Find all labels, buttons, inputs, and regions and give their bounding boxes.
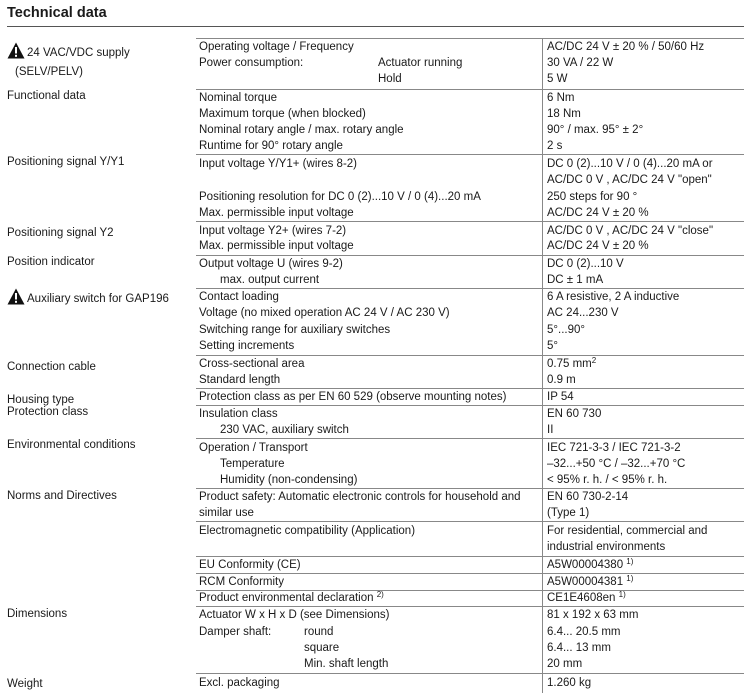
spec-label: Nominal rotary angle / max. rotary angle <box>199 124 404 136</box>
footnote-ref: 1) <box>618 590 626 599</box>
spec-sublabel: round <box>304 626 334 638</box>
category-functional: Functional data <box>7 90 86 102</box>
category-environmental: Environmental conditions <box>7 439 136 451</box>
spec-value: 6.4... 13 mm <box>547 642 611 654</box>
section-rule <box>196 355 744 356</box>
superscript: 2 <box>591 356 597 365</box>
spec-value: IP 54 <box>547 391 574 403</box>
spec-value: AC/DC 24 V ± 20 % <box>547 240 649 252</box>
section-rule <box>196 89 744 90</box>
spec-label: similar use <box>199 507 254 519</box>
spec-value: 5 W <box>547 73 568 85</box>
spec-value: 0.9 m <box>547 374 576 386</box>
value-text: 0.75 mm <box>547 358 592 370</box>
spec-label: Voltage (no mixed operation AC 24 V / AC 230 V) <box>199 307 450 319</box>
spec-value: industrial environments <box>547 541 666 553</box>
spec-value <box>547 575 633 590</box>
section-rule <box>196 388 744 389</box>
spec-value: AC/DC 24 V ± 20 % <box>547 207 649 219</box>
spec-label: Electromagnetic compatibility (Application) <box>199 525 416 537</box>
row-rule <box>196 556 744 557</box>
category-aux-switch <box>7 288 169 307</box>
spec-value: EN 60 730 <box>547 408 602 420</box>
value-text: A5W00004380 <box>547 559 624 571</box>
spec-value: For residential, commercial and <box>547 525 708 537</box>
spec-sublabel: Min. shaft length <box>304 658 389 670</box>
section-rule <box>196 288 744 289</box>
category-norms: Norms and Directives <box>7 490 117 502</box>
category-protection-class: Protection class <box>7 406 89 418</box>
spec-label: Nominal torque <box>199 92 277 104</box>
category-positioning-y2: Positioning signal Y2 <box>7 227 114 239</box>
spec-label: Switching range for auxiliary switches <box>199 324 391 336</box>
spec-label: max. output current <box>220 274 320 286</box>
section-rule <box>196 38 744 39</box>
spec-label: 230 VAC, auxiliary switch <box>220 424 349 436</box>
spec-value: DC 0 (2)...10 V / 0 (4)...20 mA or <box>547 158 713 170</box>
spec-label: Product safety: Automatic electronic controls for household and <box>199 491 521 503</box>
spec-value: –32...+50 °C / –32...+70 °C <box>547 458 686 470</box>
spec-value: AC 24...230 V <box>547 307 619 319</box>
spec-value: DC ± 1 mA <box>547 274 604 286</box>
category-positioning-y1: Positioning signal Y/Y1 <box>7 156 125 168</box>
category-supply <box>7 42 130 61</box>
spec-value: 90° / max. 95° ± 2° <box>547 124 644 136</box>
spec-value: 6.4... 20.5 mm <box>547 626 621 638</box>
title-rule <box>7 26 744 27</box>
spec-value: IEC 721-3-3 / IEC 721-3-2 <box>547 442 681 454</box>
section-rule <box>196 606 744 607</box>
section-rule <box>196 154 744 155</box>
category-position-indicator: Position indicator <box>7 256 95 268</box>
section-rule <box>196 438 744 439</box>
spec-value: AC/DC 24 V ± 20 % / 50/60 Hz <box>547 41 705 53</box>
spec-value: 5° <box>547 340 558 352</box>
spec-label: Standard length <box>199 374 281 386</box>
page-title: Technical data <box>7 5 107 21</box>
spec-value: EN 60 730-2-14 <box>547 491 629 503</box>
spec-label: Setting increments <box>199 340 295 352</box>
spec-value: 6 Nm <box>547 92 575 104</box>
spec-label: EU Conformity (CE) <box>199 559 301 571</box>
value-text: CE1E4608en <box>547 592 616 604</box>
spec-label: Maximum torque (when blocked) <box>199 108 366 120</box>
spec-sublabel: square <box>304 642 340 654</box>
category-housing-type: Housing type <box>7 394 75 406</box>
category-label: Auxiliary switch for GAP196 <box>27 293 169 305</box>
spec-value <box>547 591 626 606</box>
label-text: Product environmental declaration <box>199 592 374 604</box>
spec-label: Damper shaft: <box>199 626 272 638</box>
column-divider <box>542 38 543 693</box>
spec-label: Protection class as per EN 60 529 (observe mounting notes) <box>199 391 507 403</box>
spec-value: (Type 1) <box>547 507 590 519</box>
category-label: 24 VAC/VDC supply <box>27 47 130 59</box>
spec-value: AC/DC 0 V , AC/DC 24 V "open" <box>547 174 712 186</box>
spec-label: Input voltage Y/Y1+ (wires 8-2) <box>199 158 357 170</box>
spec-value: 18 Nm <box>547 108 581 120</box>
spec-sublabel: Hold <box>378 73 402 85</box>
category-weight: Weight <box>7 678 43 690</box>
spec-value <box>547 558 633 573</box>
category-dimensions: Dimensions <box>7 608 68 620</box>
spec-label: Positioning resolution for DC 0 (2)...10 V / 0 (4)...20 mA <box>199 191 481 203</box>
spec-label: Power consumption: <box>199 57 304 69</box>
row-rule <box>196 521 744 522</box>
spec-label: Excl. packaging <box>199 677 280 689</box>
footnote-ref: 2) <box>376 590 384 599</box>
spec-label: Contact loading <box>199 291 279 303</box>
spec-label: Operating voltage / Frequency <box>199 41 354 53</box>
spec-label: Max. permissible input voltage <box>199 207 354 219</box>
spec-value: 2 s <box>547 140 563 152</box>
section-rule <box>196 673 744 674</box>
spec-value <box>547 357 596 372</box>
value-text: A5W00004381 <box>547 576 624 588</box>
section-rule <box>196 255 744 256</box>
spec-label: Humidity (non-condensing) <box>220 474 358 486</box>
spec-value: AC/DC 0 V , AC/DC 24 V "close" <box>547 225 714 237</box>
footnote-ref: 1) <box>626 574 634 583</box>
spec-value: 250 steps for 90 ° <box>547 191 638 203</box>
warning-triangle-icon <box>7 288 25 305</box>
spec-value: II <box>547 424 554 436</box>
spec-label <box>199 591 384 606</box>
spec-value: 81 x 192 x 63 mm <box>547 609 639 621</box>
spec-label: Temperature <box>220 458 285 470</box>
spec-value: 20 mm <box>547 658 583 670</box>
category-connection-cable: Connection cable <box>7 361 96 373</box>
spec-label: Actuator W x H x D (see Dimensions) <box>199 609 390 621</box>
spec-label: RCM Conformity <box>199 576 284 588</box>
row-rule <box>196 573 744 574</box>
spec-value: < 95% r. h. / < 95% r. h. <box>547 474 668 486</box>
footnote-ref: 1) <box>626 557 634 566</box>
category-supply-sub: (SELV/PELV) <box>15 66 83 78</box>
section-rule <box>196 405 744 406</box>
spec-value: 30 VA / 22 W <box>547 57 614 69</box>
warning-triangle-icon <box>7 42 25 59</box>
spec-value: 1.260 kg <box>547 677 592 689</box>
spec-label: Insulation class <box>199 408 278 420</box>
spec-value: 5°...90° <box>547 324 585 336</box>
spec-label: Cross-sectional area <box>199 358 305 370</box>
spec-label: Runtime for 90° rotary angle <box>199 140 343 152</box>
spec-sublabel: Actuator running <box>378 57 463 69</box>
spec-value: 6 A resistive, 2 A inductive <box>547 291 680 303</box>
section-rule <box>196 488 744 489</box>
section-rule <box>196 221 744 222</box>
spec-label: Operation / Transport <box>199 442 308 454</box>
spec-label: Max. permissible input voltage <box>199 240 354 252</box>
spec-label: Output voltage U (wires 9-2) <box>199 258 343 270</box>
spec-label: Input voltage Y2+ (wires 7-2) <box>199 225 347 237</box>
spec-value: DC 0 (2)...10 V <box>547 258 624 270</box>
